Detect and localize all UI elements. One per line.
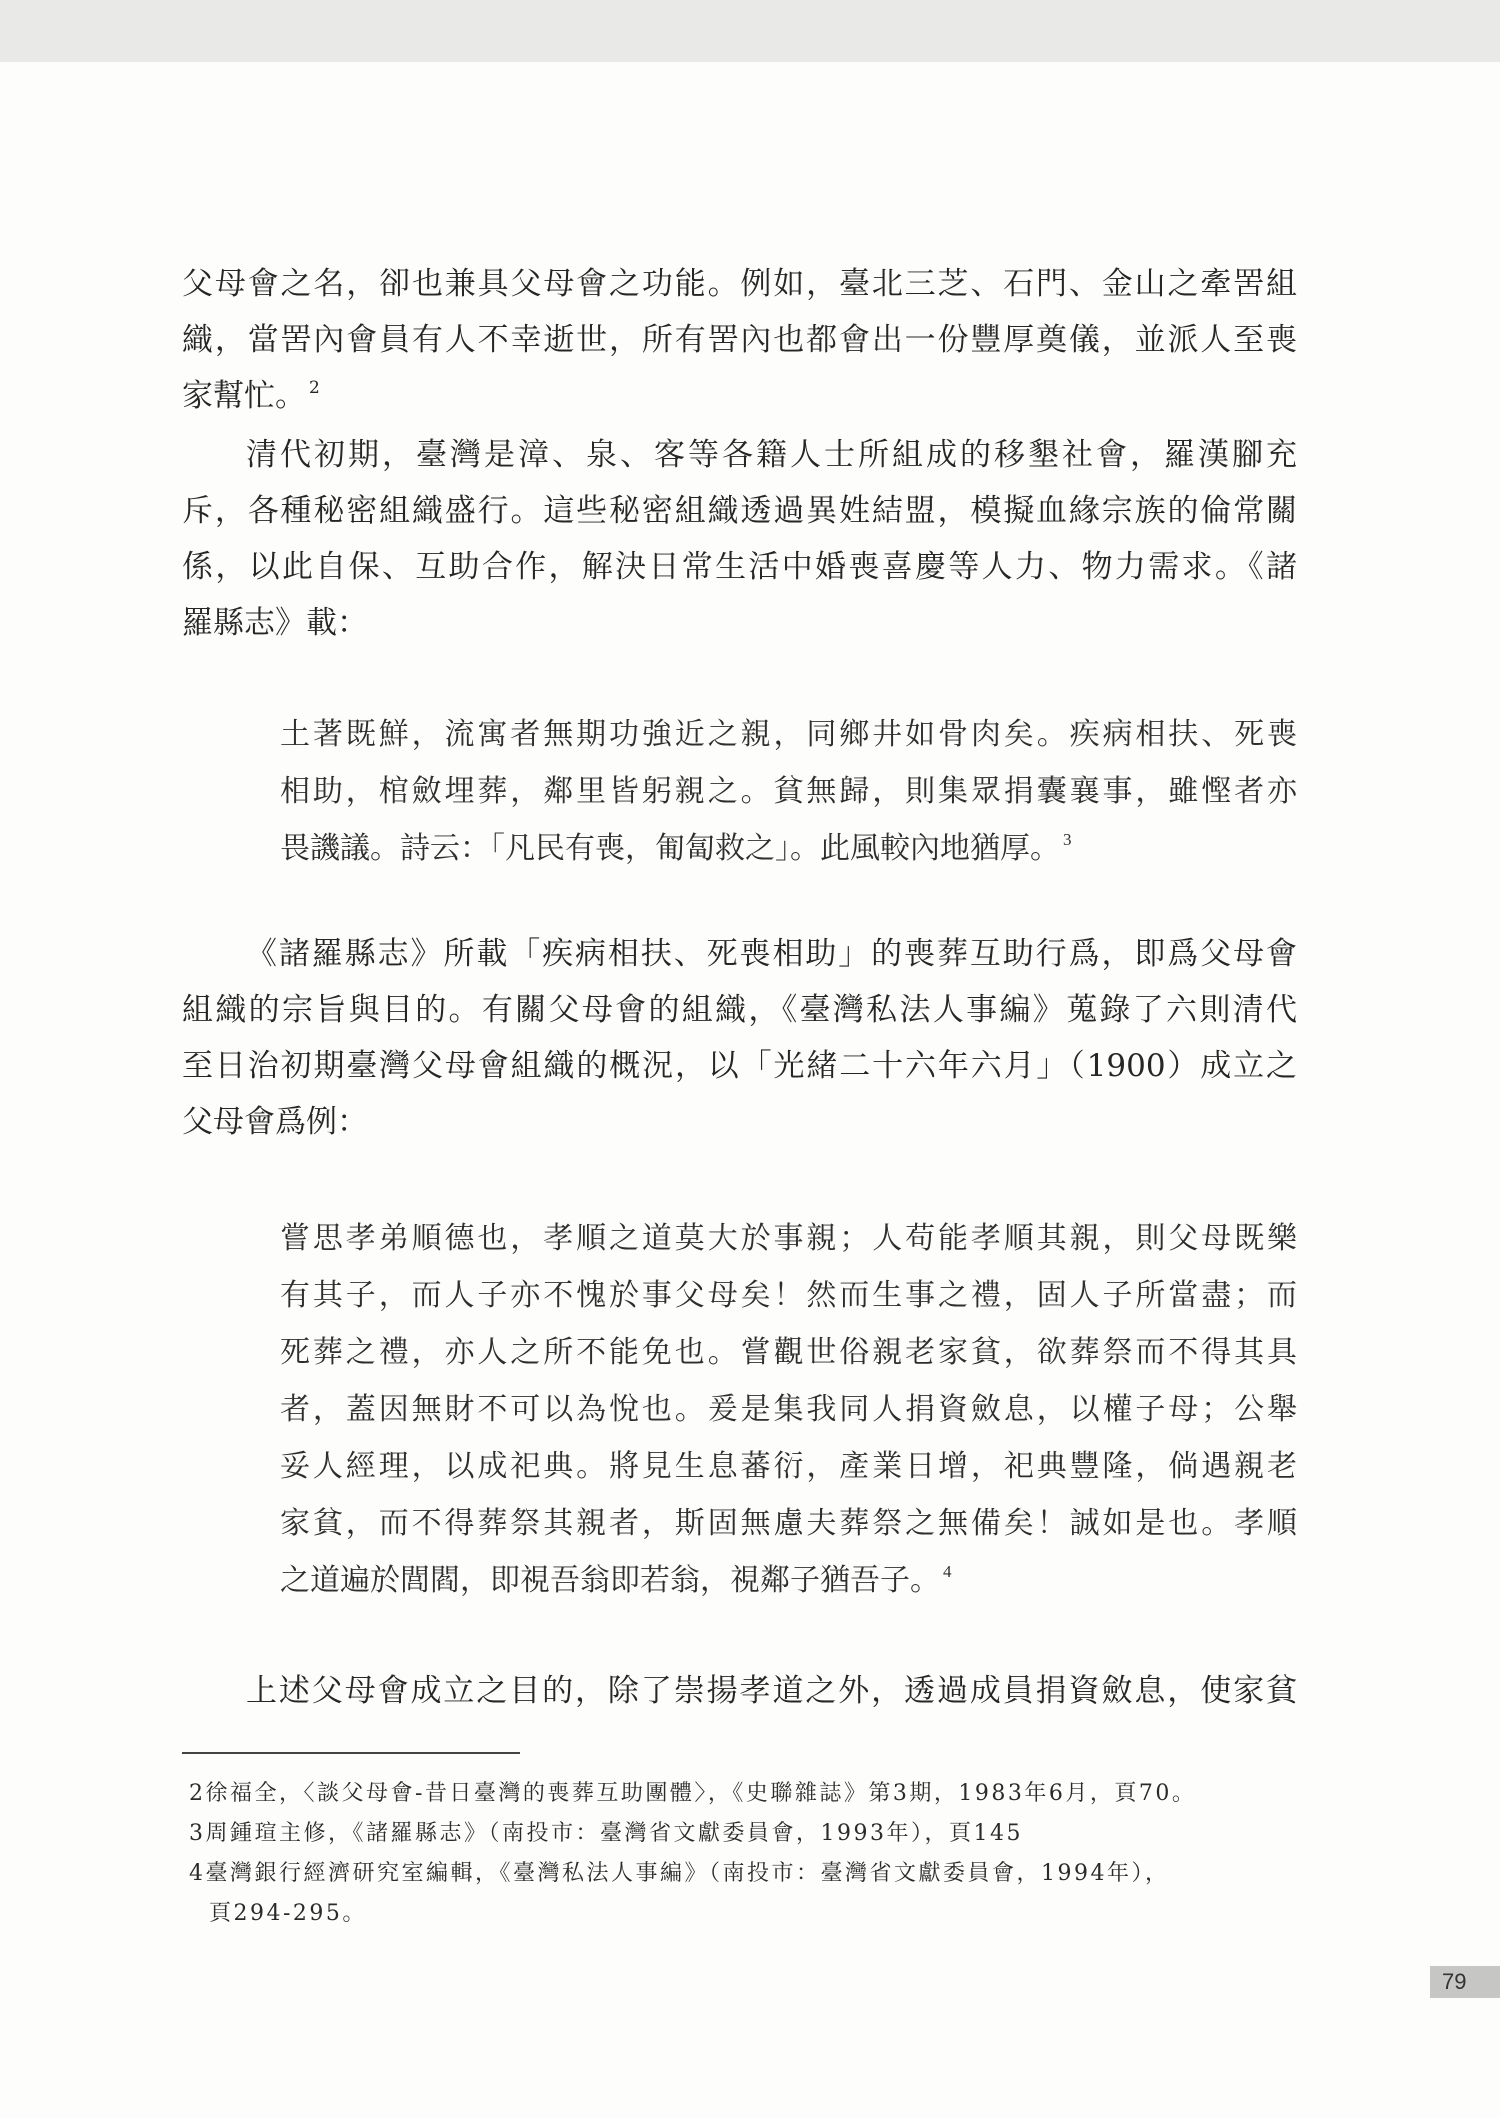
quote-line: 有其子，而人子亦不愧於事父母矣！然而生事之禮，固人子所當盡；而 — [280, 1279, 1297, 1312]
quote-line: 相助，棺斂埋葬，鄰里皆躬親之。貧無歸，則集眾捐囊襄事，雖慳者亦 — [280, 775, 1297, 808]
text-line: 織，當罟內會員有人不幸逝世，所有罟內也都會出一份豐厚奠儀，並派人至喪 — [182, 322, 1297, 358]
quote-line: 家貧，而不得葬祭其親者，斯固無慮夫葬祭之無備矣！誠如是也。孝順 — [280, 1507, 1297, 1540]
quote-line: 土著既鮮，流寓者無期功強近之親，同鄉井如骨肉矣。疾病相扶、死喪 — [280, 718, 1297, 751]
footnote-text: 徐福全，〈談父母會-昔日臺灣的喪葬互助團體〉，《史聯雜誌》第3期，1983年6月，頁70。 — [205, 1781, 1197, 1806]
footnote-3 — [189, 1814, 1297, 1854]
scan-top-margin — [0, 0, 1500, 62]
footnote-4-continuation — [189, 1894, 1297, 1934]
body-paragraph-3 — [182, 926, 1297, 1150]
quote-line: 嘗思孝弟順德也，孝順之道莫大於事親；人苟能孝順其親，則父母既樂 — [280, 1222, 1297, 1255]
footnote-4 — [189, 1854, 1297, 1894]
quote-line — [280, 820, 1297, 877]
footnote-number: 4 — [189, 1861, 206, 1886]
quote-line-content: 畏譏議。詩云：「凡民有喪，匍匐救之」。此風較內地猶厚。 — [280, 832, 1060, 865]
footnote-ref-4: 4 — [943, 1562, 952, 1581]
block-quote-1 — [280, 706, 1297, 877]
footnote-text: 周鍾瑄主修，《諸羅縣志》（南投市：臺灣省文獻委員會，1993年），頁145 — [205, 1821, 1023, 1846]
body-paragraph-2 — [182, 427, 1297, 651]
text-line: 組織的宗旨與目的。有關父母會的組織，《臺灣私法人事編》蒐錄了六則清代 — [182, 992, 1297, 1028]
text-line: 父母會之名，卻也兼具父母會之功能。例如，臺北三芝、石門、金山之牽罟組 — [182, 266, 1297, 302]
quote-line-content: 之道遍於閭閻，即視吾翁即若翁，視鄰子猶吾子。 — [280, 1564, 940, 1597]
quote-line: 死葬之禮，亦人之所不能免也。嘗觀世俗親老家貧，欲葬祭而不得其具 — [280, 1336, 1297, 1369]
text-line: 上述父母會成立之目的，除了崇揚孝道之外，透過成員捐資斂息，使家貧 — [246, 1673, 1297, 1709]
footnotes — [189, 1774, 1297, 1934]
footnote-ref-3: 3 — [1063, 830, 1072, 849]
quote-line: 妥人經理，以成祀典。將見生息蕃衍，產業日增，祀典豐隆，倘遇親老 — [280, 1450, 1297, 1483]
text-line: 係，以此自保、互助合作，解決日常生活中婚喪喜慶等人力、物力需求。《諸 — [182, 549, 1297, 585]
footnote-number: 3 — [189, 1821, 206, 1846]
text-line — [182, 368, 1297, 424]
text-line: 父母會爲例： — [182, 1104, 368, 1140]
block-quote-2 — [280, 1210, 1297, 1609]
text-line: 斥，各種秘密組織盛行。這些秘密組織透過異姓結盟，模擬血緣宗族的倫常關 — [182, 493, 1297, 529]
text-line: 羅縣志》載： — [182, 605, 368, 641]
footnote-text: 臺灣銀行經濟研究室編輯，《臺灣私法人事編》（南投市：臺灣省文獻委員會，1994年）， — [205, 1861, 1170, 1886]
text-line: 《諸羅縣志》所載「疾病相扶、死喪相助」的喪葬互助行爲，即爲父母會 — [246, 936, 1297, 972]
page-number: 79 — [1442, 1969, 1467, 1994]
footnote-2 — [189, 1774, 1297, 1814]
footnote-divider — [182, 1752, 520, 1754]
text-line-content: 家幫忙。 — [182, 378, 306, 414]
body-paragraph-4 — [182, 1663, 1297, 1719]
quote-line: 者，蓋因無財不可以為悅也。爰是集我同人捐資斂息，以權子母；公舉 — [280, 1393, 1297, 1426]
footnote-number: 2 — [189, 1781, 206, 1806]
body-paragraph-1 — [182, 256, 1297, 424]
text-line: 清代初期，臺灣是漳、泉、客等各籍人士所組成的移墾社會，羅漢腳充 — [246, 437, 1297, 473]
text-line: 至日治初期臺灣父母會組織的概況，以「光緒二十六年六月」（1900）成立之 — [182, 1048, 1297, 1084]
footnote-ref-2: 2 — [309, 378, 320, 398]
footnote-text: 頁294-295。 — [209, 1901, 367, 1926]
page-number-box — [1430, 1966, 1500, 1998]
quote-line — [280, 1552, 1297, 1609]
